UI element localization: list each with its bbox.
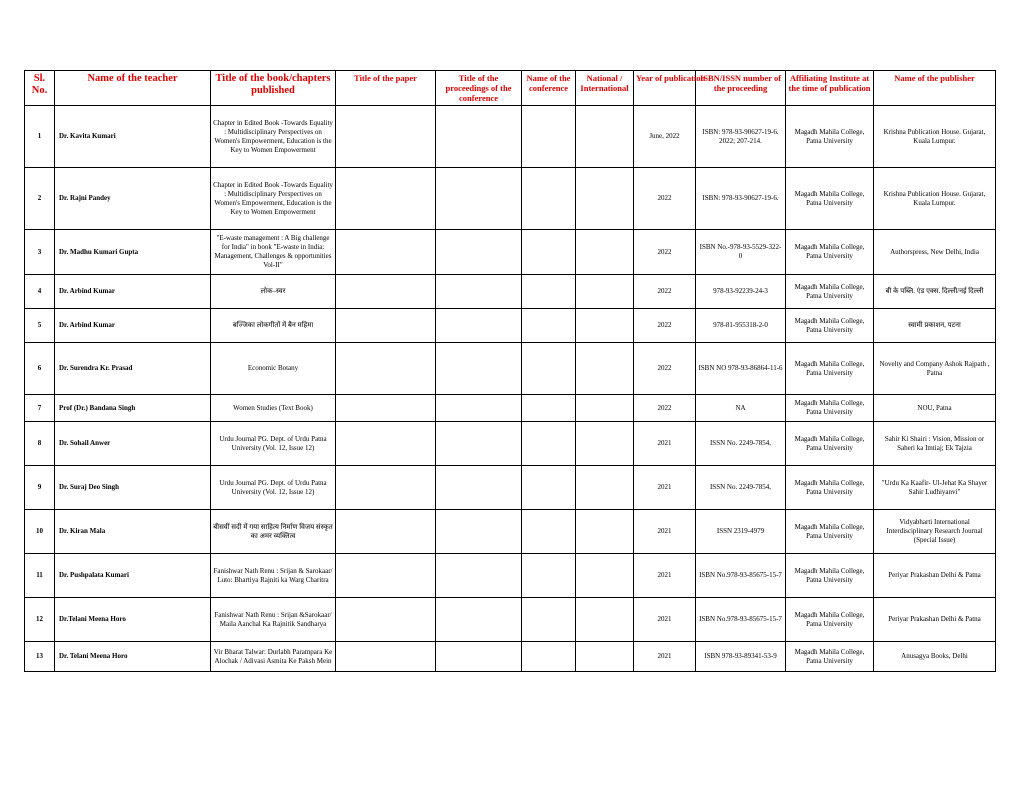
cell-year: 2021: [634, 422, 696, 466]
cell-publisher: Krishna Publication House. Gujarat, Kuala Lumpur.: [874, 106, 996, 168]
cell-publisher: Sahir Ki Shairi : Vision, Mission or Saheri ka Imtiaj; Ek Tajzia: [874, 422, 996, 466]
cell-teacher: Dr. Madhu Kumari Gupta: [55, 230, 211, 275]
cell-teacher: Dr. Pushpalata Kumari: [55, 554, 211, 598]
cell-isbn: 978-81-955318-2-0: [696, 309, 786, 343]
cell-year: 2022: [634, 343, 696, 395]
cell-book: Fanishwar Nath Renu : Srijan & Sarokaar/ Luto: Bhartiya Rajniti ka Warg Charitra: [211, 554, 336, 598]
cell-publisher: "Urdu Ka Kaafir- Ul-Jehat Ka Shayer Sahir Ludhiyanvi": [874, 466, 996, 510]
cell-isbn: ISBN: 978-93-90627-19-6.: [696, 168, 786, 230]
cell-isbn: ISBN No.978-93-85675-15-7: [696, 598, 786, 642]
cell-isbn: ISBN No.-978-93-5529-322-0: [696, 230, 786, 275]
cell-paper: [336, 642, 436, 672]
cell-national: [576, 598, 634, 642]
publications-table: [24, 70, 996, 672]
cell-book: Chapter in Edited Book -Towards Equality : Multidisciplinary Perspectives on Women's Empowerment, Education is the Key to Women Empowerment: [211, 106, 336, 168]
cell-paper: [336, 510, 436, 554]
cell-sl: 2: [25, 168, 55, 230]
cell-national: [576, 230, 634, 275]
cell-sl: 3: [25, 230, 55, 275]
cell-institute: Magadh Mahila College, Patna University: [786, 230, 874, 275]
cell-conference: [522, 275, 576, 309]
table-row: [25, 598, 996, 642]
cell-publisher: स्वामी प्रकाशन, पटना: [874, 309, 996, 343]
cell-paper: [336, 230, 436, 275]
cell-teacher: Dr. Kavita Kumari: [55, 106, 211, 168]
cell-sl: 4: [25, 275, 55, 309]
cell-paper: [336, 343, 436, 395]
cell-teacher: Prof (Dr.) Bandana Singh: [55, 395, 211, 422]
cell-isbn: ISBN No.978-93-85675-15-7: [696, 554, 786, 598]
cell-proceedings: [436, 275, 522, 309]
table-row: [25, 230, 996, 275]
cell-teacher: Dr. Kiran Mala: [55, 510, 211, 554]
cell-isbn: NA: [696, 395, 786, 422]
cell-conference: [522, 510, 576, 554]
cell-proceedings: [436, 395, 522, 422]
table-row: [25, 168, 996, 230]
table-row: [25, 422, 996, 466]
header-paper: Title of the paper: [336, 71, 436, 106]
cell-teacher: Dr. Arbind Kumar: [55, 275, 211, 309]
cell-proceedings: [436, 309, 522, 343]
cell-year: 2022: [634, 168, 696, 230]
cell-book: बज्जिका लोकगीतों में बैन महिमा: [211, 309, 336, 343]
cell-sl: 11: [25, 554, 55, 598]
header-isbn: ISBN/ISSN number of the proceeding: [696, 71, 786, 106]
table-row: [25, 343, 996, 395]
cell-publisher: Novelty and Company Ashok Rajpath , Patna: [874, 343, 996, 395]
cell-sl: 9: [25, 466, 55, 510]
cell-book: Fanishwar Nath Renu : Srijan &Sarokaar/ Maila Aanchal Ka Rajnitik Sandharya: [211, 598, 336, 642]
cell-institute: Magadh Mahila College, Patna University: [786, 510, 874, 554]
cell-teacher: Dr. Surendra Kr. Prasad: [55, 343, 211, 395]
table-row: [25, 510, 996, 554]
cell-paper: [336, 106, 436, 168]
header-year: Year of publication: [634, 71, 696, 106]
cell-sl: 1: [25, 106, 55, 168]
cell-book: "E-waste management : A Big challenge for India" in book "E-waste in India: Management, Challenges & opportunities Vol-II": [211, 230, 336, 275]
cell-publisher: Vidyabharti International Interdisciplinary Research Journal (Special Issue): [874, 510, 996, 554]
cell-publisher: बी के पब्लि. एंड एक्स. दिल्ली/नई दिल्ली: [874, 275, 996, 309]
cell-sl: 12: [25, 598, 55, 642]
header-row: [25, 71, 996, 106]
publications-sheet: [24, 70, 995, 672]
cell-paper: [336, 168, 436, 230]
header-institute: Affiliating Institute at the time of publication: [786, 71, 874, 106]
cell-year: 2022: [634, 230, 696, 275]
cell-institute: Magadh Mahila College, Patna University: [786, 422, 874, 466]
cell-proceedings: [436, 106, 522, 168]
cell-conference: [522, 395, 576, 422]
cell-national: [576, 395, 634, 422]
cell-year: 2022: [634, 275, 696, 309]
cell-institute: Magadh Mahila College, Patna University: [786, 642, 874, 672]
header-conference: Name of the conference: [522, 71, 576, 106]
cell-conference: [522, 309, 576, 343]
cell-conference: [522, 554, 576, 598]
table-body: [25, 106, 996, 672]
cell-sl: 6: [25, 343, 55, 395]
cell-national: [576, 466, 634, 510]
cell-sl: 10: [25, 510, 55, 554]
header-teacher: Name of the teacher: [55, 71, 211, 106]
cell-institute: Magadh Mahila College, Patna University: [786, 275, 874, 309]
table-row: [25, 106, 996, 168]
cell-institute: Magadh Mahila College, Patna University: [786, 554, 874, 598]
header-proceedings: Title of the proceedings of the conference: [436, 71, 522, 106]
header-sl: Sl. No.: [25, 71, 55, 106]
cell-paper: [336, 422, 436, 466]
cell-proceedings: [436, 230, 522, 275]
cell-conference: [522, 466, 576, 510]
cell-national: [576, 422, 634, 466]
table-row: [25, 642, 996, 672]
cell-institute: Magadh Mahila College, Patna University: [786, 466, 874, 510]
cell-year: 2021: [634, 510, 696, 554]
cell-proceedings: [436, 168, 522, 230]
cell-paper: [336, 395, 436, 422]
cell-national: [576, 309, 634, 343]
cell-book: Women Studies (Text Book): [211, 395, 336, 422]
cell-teacher: Dr. Suraj Deo Singh: [55, 466, 211, 510]
cell-proceedings: [436, 554, 522, 598]
cell-isbn: ISBN: 978-93-90627-19-6. 2022; 207-214.: [696, 106, 786, 168]
cell-book: Urdu Journal PG. Dept. of Urdu Patna University (Vol. 12, Issue 12): [211, 422, 336, 466]
cell-sl: 13: [25, 642, 55, 672]
cell-isbn: ISSN No. 2249-7854,: [696, 422, 786, 466]
cell-teacher: Dr. Telani Meena Horo: [55, 642, 211, 672]
cell-national: [576, 275, 634, 309]
cell-paper: [336, 554, 436, 598]
cell-year: 2021: [634, 642, 696, 672]
cell-proceedings: [436, 422, 522, 466]
table-row: [25, 395, 996, 422]
cell-book: Vir Bharat Talwar: Durlabh Parampara Ke Alochak / Adivasi Asmita Ke Paksh Mein: [211, 642, 336, 672]
cell-national: [576, 554, 634, 598]
cell-conference: [522, 422, 576, 466]
cell-book: Urdu Journal PG. Dept. of Urdu Patna University (Vol. 12, Issue 12): [211, 466, 336, 510]
cell-teacher: Dr. Rajni Pandey: [55, 168, 211, 230]
cell-sl: 5: [25, 309, 55, 343]
cell-year: 2022: [634, 309, 696, 343]
cell-year: 2021: [634, 554, 696, 598]
cell-national: [576, 168, 634, 230]
table-row: [25, 554, 996, 598]
cell-conference: [522, 106, 576, 168]
cell-publisher: Periyar Prakashan Delhi & Patna: [874, 554, 996, 598]
cell-national: [576, 510, 634, 554]
cell-publisher: Periyar Prakashan Delhi & Patna: [874, 598, 996, 642]
cell-proceedings: [436, 598, 522, 642]
cell-proceedings: [436, 466, 522, 510]
cell-institute: Magadh Mahila College, Patna University: [786, 309, 874, 343]
cell-national: [576, 106, 634, 168]
cell-year: 2021: [634, 466, 696, 510]
cell-publisher: Anusagya Books, Delhi: [874, 642, 996, 672]
cell-book: लोक–स्वर: [211, 275, 336, 309]
cell-publisher: NOU, Patna: [874, 395, 996, 422]
cell-isbn: ISSN No. 2249-7854,: [696, 466, 786, 510]
cell-year: 2021: [634, 598, 696, 642]
cell-national: [576, 343, 634, 395]
cell-institute: Magadh Mahila College, Patna University: [786, 395, 874, 422]
cell-isbn: ISBN 978-93-89341-53-9: [696, 642, 786, 672]
cell-book: बीसवीं सदी में गया साहित्य निर्माण विजय संस्कृत का अमर व्यक्तित्व: [211, 510, 336, 554]
cell-institute: Magadh Mahila College, Patna University: [786, 106, 874, 168]
header-publisher: Name of the publisher: [874, 71, 996, 106]
cell-conference: [522, 230, 576, 275]
cell-conference: [522, 168, 576, 230]
cell-teacher: Dr. Sohail Anwer: [55, 422, 211, 466]
header-book: Title of the book/chapters published: [211, 71, 336, 106]
header-national: National / International: [576, 71, 634, 106]
cell-paper: [336, 466, 436, 510]
cell-isbn: 978-93-92239-24-3: [696, 275, 786, 309]
cell-conference: [522, 343, 576, 395]
cell-proceedings: [436, 510, 522, 554]
cell-sl: 8: [25, 422, 55, 466]
table-row: [25, 466, 996, 510]
cell-conference: [522, 642, 576, 672]
cell-year: June, 2022: [634, 106, 696, 168]
table-row: [25, 275, 996, 309]
cell-institute: Magadh Mahila College, Patna University: [786, 598, 874, 642]
cell-institute: Magadh Mahila College, Patna University: [786, 343, 874, 395]
cell-teacher: Dr. Arbind Kumar: [55, 309, 211, 343]
cell-conference: [522, 598, 576, 642]
cell-isbn: ISBN NO 978-93-86864-11-6: [696, 343, 786, 395]
cell-paper: [336, 309, 436, 343]
table-row: [25, 309, 996, 343]
cell-proceedings: [436, 343, 522, 395]
cell-proceedings: [436, 642, 522, 672]
cell-isbn: ISSN 2319-4979: [696, 510, 786, 554]
cell-national: [576, 642, 634, 672]
cell-teacher: Dr.Telani Meena Horo: [55, 598, 211, 642]
cell-publisher: Krishna Publication House. Gujarat, Kuala Lumpur.: [874, 168, 996, 230]
cell-book: Chapter in Edited Book -Towards Equality : Multidisciplinary Perspectives on Women's Empowerment, Education is the Key to Women Empowerment: [211, 168, 336, 230]
cell-institute: Magadh Mahila College, Patna University: [786, 168, 874, 230]
cell-publisher: Authorspress, New Delhi, India: [874, 230, 996, 275]
cell-paper: [336, 275, 436, 309]
cell-year: 2022: [634, 395, 696, 422]
cell-sl: 7: [25, 395, 55, 422]
cell-book: Economic Botany: [211, 343, 336, 395]
cell-paper: [336, 598, 436, 642]
